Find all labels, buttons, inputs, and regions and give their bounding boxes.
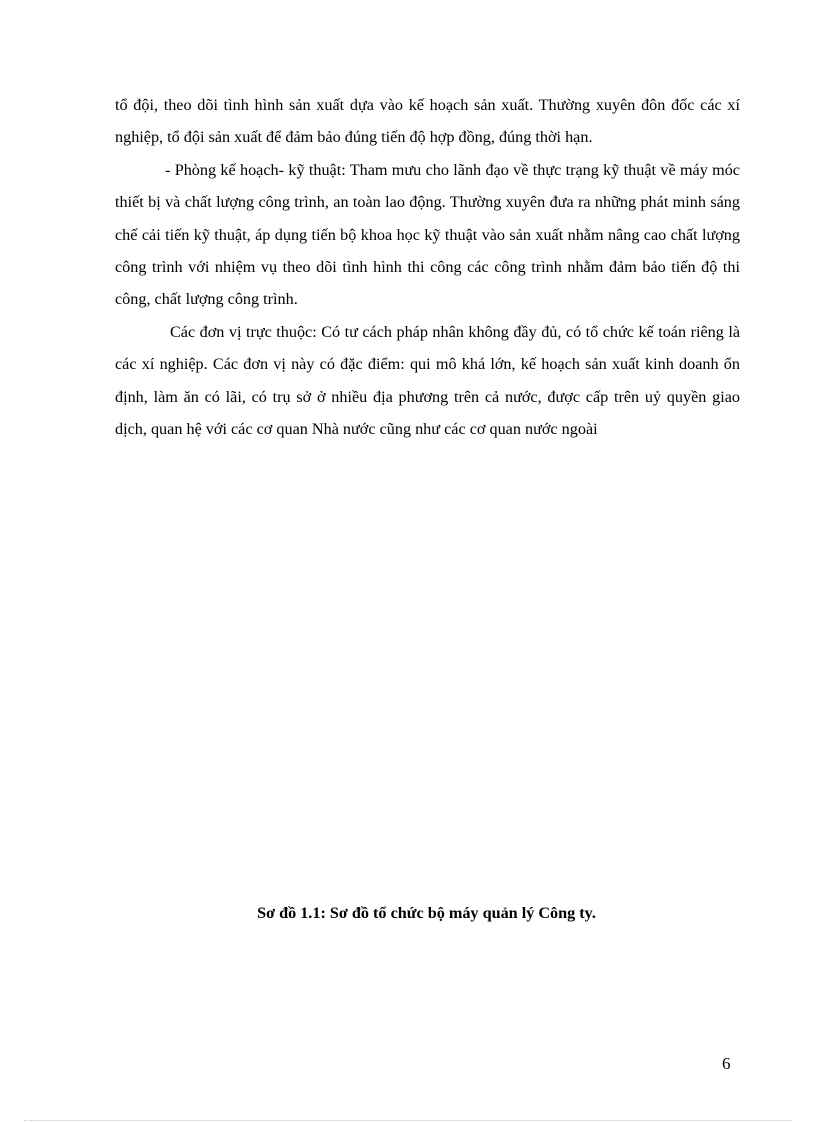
document-body xyxy=(115,89,740,445)
paragraph-continuation: tổ đội, theo dõi tình hình sản xuất dựa vào kế hoạch sản xuất. Thường xuyên đôn đốc các xí nghiệp, tổ đội sản xuất để đảm bảo đúng tiến độ hợp đồng, đúng thời hạn. xyxy=(115,96,740,147)
page-number: 6 xyxy=(722,1054,731,1073)
paragraph-planning-technical-department: - Phòng kế hoạch- kỹ thuật: Tham mưu cho lãnh đạo về thực trạng kỹ thuật về máy móc thiết bị và chất lượng công trình, an toàn lao động. Thường xuyên đưa ra những phát minh sáng chế cải tiến kỹ thuật, áp dụng tiến bộ khoa học kỹ thuật vào sản xuất nhằm nâng cao chất lượng công trình với nhiệm vụ theo dõi tình hình thi công các công trình nhằm đảm bảo tiến độ thi công, chất lượng công trình. xyxy=(115,160,740,309)
page-bottom-rule xyxy=(24,1120,792,1121)
diagram-caption: Sơ đồ 1.1: Sơ đồ tổ chức bộ máy quản lý Công ty. xyxy=(257,904,596,922)
paragraph-affiliated-units: Các đơn vị trực thuộc: Có tư cách pháp nhân không đầy đủ, có tổ chức kế toán riêng là các xí nghiệp. Các đơn vị này có đặc điểm: qui mô khá lớn, kế hoạch sản xuất kinh doanh ổn định, làm ăn có lãi, có trụ sở ở nhiều địa phương trên cả nước, được cấp trên uỷ quyền giao dịch, quan hệ với các cơ quan Nhà nước cũng như các cơ quan nước ngoài xyxy=(115,322,740,439)
